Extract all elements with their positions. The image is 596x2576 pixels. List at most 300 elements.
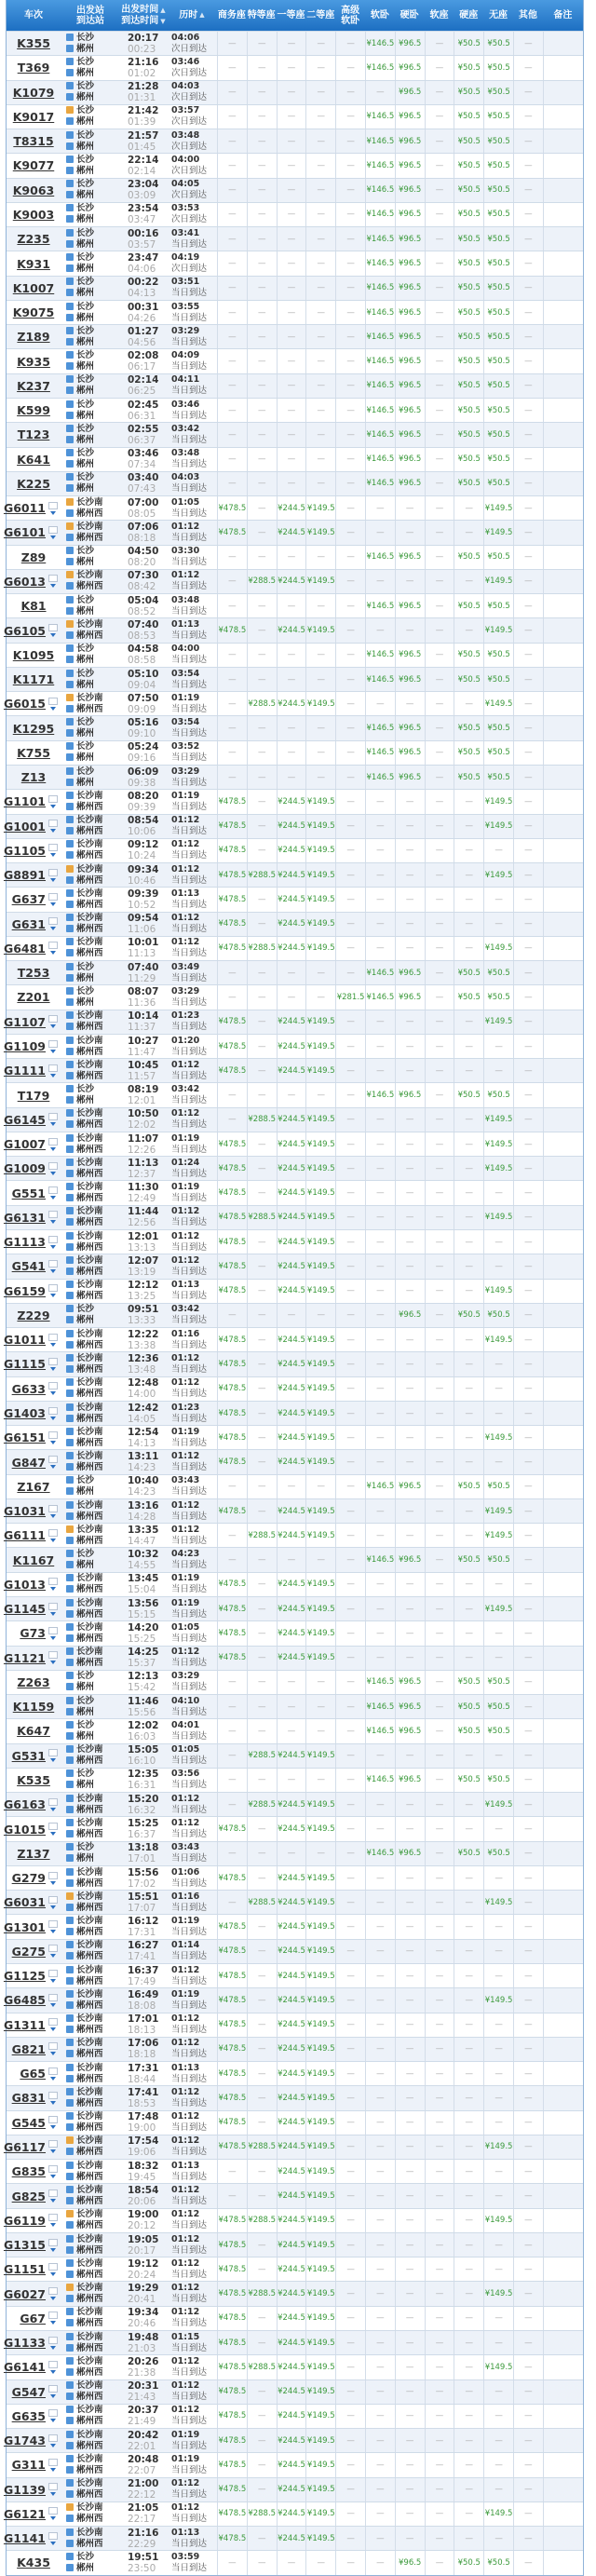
train-number-link[interactable]: G1013	[3, 1577, 46, 1592]
fare-cell[interactable]: ¥149.5	[483, 1988, 513, 2012]
fare-cell[interactable]: ¥50.5	[483, 105, 513, 129]
fare-cell[interactable]: ¥96.5	[395, 741, 425, 765]
fare-cell[interactable]: ¥96.5	[395, 1695, 425, 1718]
fare-cell[interactable]: ¥50.5	[483, 81, 513, 104]
fare-cell[interactable]: ¥281.5	[335, 985, 365, 1009]
fare-cell[interactable]: ¥96.5	[395, 594, 425, 617]
fare-cell[interactable]: ¥478.5	[217, 2257, 247, 2281]
fare-cell[interactable]: ¥149.5	[483, 1132, 513, 1156]
fare-cell[interactable]: ¥244.5	[277, 2038, 306, 2061]
fare-cell[interactable]: ¥50.5	[483, 227, 513, 251]
fare-cell[interactable]: ¥244.5	[277, 1744, 306, 1768]
fare-cell[interactable]: ¥149.5	[305, 913, 335, 936]
fare-cell[interactable]: ¥96.5	[395, 644, 425, 667]
fare-cell[interactable]: ¥146.5	[365, 985, 395, 1009]
train-number-link[interactable]: G65	[20, 2067, 46, 2081]
stops-toggle[interactable]	[48, 1970, 57, 1983]
fare-cell[interactable]: ¥50.5	[483, 129, 513, 153]
fare-cell[interactable]: ¥146.5	[365, 644, 395, 667]
fare-cell[interactable]: ¥50.5	[483, 668, 513, 691]
fare-cell[interactable]: ¥50.5	[454, 374, 483, 398]
stops-toggle[interactable]	[48, 1578, 57, 1591]
fare-cell[interactable]: ¥50.5	[483, 1719, 513, 1742]
fare-cell[interactable]: ¥149.5	[305, 2527, 335, 2550]
fare-cell[interactable]: ¥478.5	[217, 1132, 247, 1156]
fare-cell[interactable]: ¥288.5	[247, 1793, 277, 1816]
fare-cell[interactable]: ¥96.5	[395, 179, 425, 202]
train-number-link[interactable]: G635	[11, 2408, 46, 2423]
fare-cell[interactable]: ¥146.5	[365, 1695, 395, 1718]
fare-cell[interactable]: ¥50.5	[483, 277, 513, 300]
fare-cell[interactable]: ¥149.5	[483, 1524, 513, 1547]
fare-cell[interactable]: ¥478.5	[217, 2380, 247, 2404]
fare-cell[interactable]: ¥478.5	[217, 839, 247, 862]
train-number-link[interactable]: G1111	[3, 1064, 46, 1078]
fare-cell[interactable]: ¥244.5	[277, 1499, 306, 1523]
fare-cell[interactable]: ¥50.5	[454, 349, 483, 373]
fare-cell[interactable]: ¥50.5	[483, 179, 513, 202]
train-number-link[interactable]: G1011	[3, 1333, 46, 1348]
fare-cell[interactable]: ¥50.5	[483, 766, 513, 789]
fare-cell[interactable]: ¥244.5	[277, 1352, 306, 1376]
fare-cell[interactable]: ¥478.5	[217, 1647, 247, 1670]
stops-toggle[interactable]	[48, 1138, 57, 1151]
fare-cell[interactable]: ¥50.5	[454, 546, 483, 569]
fare-cell[interactable]: ¥50.5	[483, 472, 513, 495]
fare-cell[interactable]: ¥244.5	[277, 1157, 306, 1180]
fare-cell[interactable]: ¥149.5	[305, 2038, 335, 2061]
stops-toggle[interactable]	[48, 1994, 57, 2007]
fare-cell[interactable]: ¥96.5	[395, 1083, 425, 1106]
fare-cell[interactable]: ¥244.5	[277, 1793, 306, 1816]
fare-cell[interactable]: ¥149.5	[483, 1108, 513, 1132]
fare-cell[interactable]: ¥244.5	[277, 815, 306, 838]
train-number-link[interactable]: K1159	[12, 1700, 55, 1715]
fare-cell[interactable]: ¥50.5	[454, 1475, 483, 1498]
fare-cell[interactable]: ¥149.5	[483, 2282, 513, 2305]
fare-cell[interactable]: ¥50.5	[483, 251, 513, 275]
fare-cell[interactable]: ¥149.5	[305, 2209, 335, 2232]
stops-toggle[interactable]	[48, 844, 57, 857]
train-number-link[interactable]: G1113	[3, 1235, 46, 1250]
fare-cell[interactable]: ¥244.5	[277, 1206, 306, 1229]
fare-cell[interactable]: ¥50.5	[483, 325, 513, 348]
fare-cell[interactable]: ¥149.5	[305, 1377, 335, 1401]
col-dep-time[interactable]	[121, 5, 165, 16]
fare-cell[interactable]: ¥149.5	[305, 1744, 335, 1768]
stops-toggle[interactable]	[48, 2263, 57, 2276]
stops-toggle[interactable]	[48, 1431, 57, 1444]
fare-cell[interactable]: ¥478.5	[217, 2209, 247, 2232]
fare-cell[interactable]: ¥50.5	[454, 2551, 483, 2574]
fare-cell[interactable]: ¥244.5	[277, 2380, 306, 2404]
train-number-link[interactable]: K225	[17, 476, 50, 491]
fare-cell[interactable]: ¥244.5	[277, 2453, 306, 2476]
fare-cell[interactable]: ¥96.5	[395, 1769, 425, 1792]
fare-cell[interactable]: ¥149.5	[483, 1597, 513, 1620]
fare-cell[interactable]: ¥478.5	[217, 2331, 247, 2354]
train-number-link[interactable]: G6031	[3, 1895, 46, 1910]
fare-cell[interactable]: ¥146.5	[365, 594, 395, 617]
fare-cell[interactable]: ¥96.5	[395, 1548, 425, 1571]
fare-cell[interactable]: ¥50.5	[483, 423, 513, 446]
fare-cell[interactable]: ¥478.5	[217, 2405, 247, 2428]
fare-cell[interactable]: ¥50.5	[483, 1304, 513, 1327]
train-number-link[interactable]: K9017	[12, 109, 55, 124]
train-number-link[interactable]: K755	[17, 745, 50, 760]
fare-cell[interactable]: ¥244.5	[277, 2209, 306, 2232]
stops-toggle[interactable]	[48, 575, 57, 588]
stops-toggle[interactable]	[48, 1040, 57, 1053]
fare-cell[interactable]: ¥244.5	[277, 2429, 306, 2452]
fare-cell[interactable]: ¥149.5	[305, 790, 335, 813]
stops-toggle[interactable]	[48, 624, 57, 637]
fare-cell[interactable]: ¥478.5	[217, 790, 247, 813]
fare-cell[interactable]: ¥149.5	[305, 2135, 335, 2159]
fare-cell[interactable]: ¥244.5	[277, 2502, 306, 2526]
fare-cell[interactable]: ¥244.5	[277, 2160, 306, 2183]
fare-cell[interactable]: ¥149.5	[305, 937, 335, 960]
train-number-link[interactable]: T8315	[13, 134, 54, 149]
fare-cell[interactable]: ¥50.5	[454, 1083, 483, 1106]
train-number-link[interactable]: G279	[11, 1871, 46, 1886]
train-number-link[interactable]: K81	[20, 599, 47, 614]
fare-cell[interactable]: ¥478.5	[217, 863, 247, 887]
train-number-link[interactable]: G847	[11, 1455, 46, 1470]
stops-toggle[interactable]	[48, 1260, 57, 1273]
fare-cell[interactable]: ¥96.5	[395, 32, 425, 55]
fare-cell[interactable]: ¥146.5	[365, 1548, 395, 1571]
fare-cell[interactable]: ¥478.5	[217, 1964, 247, 1987]
train-number-link[interactable]: G545	[11, 2115, 46, 2130]
fare-cell[interactable]: ¥244.5	[277, 888, 306, 911]
train-number-link[interactable]: G6121	[3, 2506, 46, 2521]
fare-cell[interactable]: ¥149.5	[305, 2380, 335, 2404]
fare-cell[interactable]: ¥96.5	[395, 105, 425, 129]
train-number-link[interactable]: G1105	[3, 843, 46, 858]
stops-toggle[interactable]	[48, 1211, 57, 1224]
train-number-link[interactable]: G1133	[3, 2336, 46, 2351]
train-number-link[interactable]: G6119	[3, 2213, 46, 2228]
fare-cell[interactable]: ¥288.5	[247, 2135, 277, 2159]
fare-cell[interactable]: ¥478.5	[217, 1254, 247, 1278]
train-number-link[interactable]: K237	[17, 378, 50, 393]
train-number-link[interactable]: G275	[11, 1944, 46, 1959]
train-number-link[interactable]: G6481	[3, 941, 46, 956]
fare-cell[interactable]: ¥478.5	[217, 1035, 247, 1058]
stops-toggle[interactable]	[48, 942, 57, 955]
fare-cell[interactable]: ¥50.5	[483, 1842, 513, 1865]
fare-cell[interactable]: ¥244.5	[277, 937, 306, 960]
fare-cell[interactable]: ¥146.5	[365, 325, 395, 348]
stops-toggle[interactable]	[48, 1284, 57, 1297]
fare-cell[interactable]: ¥50.5	[483, 1083, 513, 1106]
train-number-link[interactable]: K535	[17, 1772, 50, 1787]
fare-cell[interactable]: ¥149.5	[305, 1132, 335, 1156]
fare-cell[interactable]: ¥244.5	[277, 1573, 306, 1596]
fare-cell[interactable]: ¥149.5	[305, 888, 335, 911]
train-number-link[interactable]: Z235	[17, 232, 50, 247]
fare-cell[interactable]: ¥478.5	[217, 1621, 247, 1645]
fare-cell[interactable]: ¥149.5	[305, 1988, 335, 2012]
fare-cell[interactable]: ¥244.5	[277, 1010, 306, 1034]
stops-toggle[interactable]	[48, 2092, 57, 2105]
fare-cell[interactable]: ¥478.5	[217, 1915, 247, 1938]
fare-cell[interactable]: ¥244.5	[277, 1817, 306, 1840]
fare-cell[interactable]: ¥146.5	[365, 1842, 395, 1865]
stops-toggle[interactable]	[48, 1505, 57, 1518]
fare-cell[interactable]: ¥146.5	[365, 1083, 395, 1106]
train-number-link[interactable]: G6011	[3, 501, 46, 516]
fare-cell[interactable]: ¥146.5	[365, 227, 395, 251]
fare-cell[interactable]: ¥50.5	[454, 56, 483, 79]
train-number-link[interactable]: Z137	[17, 1846, 50, 1861]
fare-cell[interactable]: ¥50.5	[483, 1475, 513, 1498]
fare-cell[interactable]: ¥244.5	[277, 2062, 306, 2085]
fare-cell[interactable]: ¥244.5	[277, 1132, 306, 1156]
train-number-link[interactable]: K9063	[12, 183, 55, 197]
fare-cell[interactable]: ¥146.5	[365, 1671, 395, 1694]
fare-cell[interactable]: ¥244.5	[277, 1059, 306, 1082]
fare-cell[interactable]: ¥244.5	[277, 2013, 306, 2037]
fare-cell[interactable]: ¥149.5	[305, 1793, 335, 1816]
fare-cell[interactable]: ¥478.5	[217, 1402, 247, 1425]
fare-cell[interactable]: ¥149.5	[305, 2405, 335, 2428]
fare-cell[interactable]: ¥478.5	[217, 2135, 247, 2159]
train-number-link[interactable]: G1031	[3, 1504, 46, 1519]
fare-cell[interactable]: ¥149.5	[305, 1402, 335, 1425]
fare-cell[interactable]: ¥149.5	[305, 570, 335, 593]
fare-cell[interactable]: ¥50.5	[454, 741, 483, 765]
fare-cell[interactable]: ¥50.5	[483, 716, 513, 739]
fare-cell[interactable]: ¥244.5	[277, 2331, 306, 2354]
fare-cell[interactable]: ¥478.5	[217, 2355, 247, 2379]
fare-cell[interactable]: ¥244.5	[277, 496, 306, 520]
train-number-link[interactable]: K1167	[12, 1552, 55, 1567]
fare-cell[interactable]: ¥50.5	[454, 325, 483, 348]
fare-cell[interactable]: ¥149.5	[305, 1181, 335, 1204]
fare-cell[interactable]: ¥50.5	[454, 179, 483, 202]
fare-cell[interactable]: ¥146.5	[365, 472, 395, 495]
fare-cell[interactable]: ¥478.5	[217, 937, 247, 960]
fare-cell[interactable]: ¥149.5	[305, 2307, 335, 2330]
stops-toggle[interactable]	[48, 1920, 57, 1933]
train-number-link[interactable]: G631	[11, 916, 46, 931]
fare-cell[interactable]: ¥50.5	[483, 448, 513, 471]
fare-cell[interactable]: ¥478.5	[217, 888, 247, 911]
train-number-link[interactable]: G633	[11, 1381, 46, 1396]
stops-toggle[interactable]	[48, 2337, 57, 2350]
fare-cell[interactable]: ¥96.5	[395, 1671, 425, 1694]
fare-cell[interactable]: ¥149.5	[305, 1573, 335, 1596]
stops-toggle[interactable]	[48, 1945, 57, 1958]
train-number-link[interactable]: G6131	[3, 1210, 46, 1225]
stops-toggle[interactable]	[48, 2214, 57, 2227]
fare-cell[interactable]: ¥478.5	[217, 1280, 247, 1303]
fare-cell[interactable]: ¥149.5	[483, 521, 513, 544]
fare-cell[interactable]: ¥96.5	[395, 1475, 425, 1498]
fare-cell[interactable]: ¥478.5	[217, 1499, 247, 1523]
fare-cell[interactable]: ¥149.5	[483, 2502, 513, 2526]
fare-cell[interactable]: ¥149.5	[305, 2502, 335, 2526]
train-number-link[interactable]: G1107	[3, 1014, 46, 1029]
stops-toggle[interactable]	[48, 502, 57, 515]
train-number-link[interactable]: G73	[20, 1626, 46, 1641]
fare-cell[interactable]: ¥96.5	[395, 349, 425, 373]
train-number-link[interactable]: G825	[11, 2189, 46, 2203]
train-number-link[interactable]: T123	[17, 427, 50, 442]
stops-toggle[interactable]	[48, 1064, 57, 1078]
stops-toggle[interactable]	[48, 1456, 57, 1469]
fare-cell[interactable]: ¥96.5	[395, 985, 425, 1009]
train-number-link[interactable]: Z89	[20, 549, 47, 564]
fare-cell[interactable]: ¥50.5	[454, 668, 483, 691]
fare-cell[interactable]: ¥288.5	[247, 2502, 277, 2526]
fare-cell[interactable]: ¥146.5	[365, 1769, 395, 1792]
fare-cell[interactable]: ¥146.5	[365, 1719, 395, 1742]
fare-cell[interactable]: ¥244.5	[277, 1597, 306, 1620]
fare-cell[interactable]: ¥149.5	[483, 815, 513, 838]
stops-toggle[interactable]	[48, 1823, 57, 1836]
fare-cell[interactable]: ¥50.5	[454, 129, 483, 153]
fare-cell[interactable]: ¥478.5	[217, 2453, 247, 2476]
fare-cell[interactable]: ¥96.5	[395, 227, 425, 251]
fare-cell[interactable]: ¥244.5	[277, 1866, 306, 1890]
fare-cell[interactable]: ¥149.5	[305, 2478, 335, 2501]
fare-cell[interactable]: ¥288.5	[247, 1524, 277, 1547]
fare-cell[interactable]: ¥244.5	[277, 2307, 306, 2330]
fare-cell[interactable]: ¥50.5	[483, 399, 513, 422]
fare-cell[interactable]: ¥149.5	[483, 1426, 513, 1449]
fare-cell[interactable]: ¥50.5	[454, 277, 483, 300]
fare-cell[interactable]: ¥96.5	[395, 2551, 425, 2574]
fare-cell[interactable]: ¥288.5	[247, 1891, 277, 1914]
fare-cell[interactable]: ¥478.5	[217, 1352, 247, 1376]
fare-cell[interactable]: ¥288.5	[247, 937, 277, 960]
fare-cell[interactable]: ¥244.5	[277, 2184, 306, 2207]
fare-cell[interactable]: ¥149.5	[305, 2453, 335, 2476]
fare-cell[interactable]: ¥50.5	[454, 1548, 483, 1571]
fare-cell[interactable]: ¥50.5	[483, 301, 513, 324]
fare-cell[interactable]: ¥146.5	[365, 154, 395, 177]
fare-cell[interactable]: ¥149.5	[305, 1817, 335, 1840]
fare-cell[interactable]: ¥149.5	[483, 790, 513, 813]
col-train[interactable]: 车次	[24, 10, 43, 20]
fare-cell[interactable]: ¥96.5	[395, 81, 425, 104]
fare-cell[interactable]: ¥149.5	[305, 1035, 335, 1058]
train-number-link[interactable]: G6015	[3, 697, 46, 712]
fare-cell[interactable]: ¥149.5	[483, 2209, 513, 2232]
train-number-link[interactable]: G821	[11, 2041, 46, 2056]
fare-cell[interactable]: ¥244.5	[277, 1035, 306, 1058]
stops-toggle[interactable]	[48, 1798, 57, 1811]
fare-cell[interactable]: ¥146.5	[365, 423, 395, 446]
fare-cell[interactable]: ¥149.5	[305, 1206, 335, 1229]
fare-cell[interactable]: ¥96.5	[395, 277, 425, 300]
train-number-link[interactable]: G6111	[3, 1528, 46, 1543]
fare-cell[interactable]: ¥478.5	[217, 1059, 247, 1082]
train-number-link[interactable]: G6141	[3, 2360, 46, 2375]
fare-cell[interactable]: ¥288.5	[247, 1108, 277, 1132]
fare-cell[interactable]: ¥146.5	[365, 448, 395, 471]
fare-cell[interactable]: ¥96.5	[395, 423, 425, 446]
fare-cell[interactable]: ¥478.5	[217, 618, 247, 642]
fare-cell[interactable]: ¥50.5	[454, 154, 483, 177]
stops-toggle[interactable]	[48, 2385, 57, 2398]
fare-cell[interactable]: ¥50.5	[454, 716, 483, 739]
fare-cell[interactable]: ¥244.5	[277, 1181, 306, 1204]
fare-cell[interactable]: ¥50.5	[483, 2551, 513, 2574]
fare-cell[interactable]: ¥149.5	[305, 1915, 335, 1938]
fare-cell[interactable]: ¥149.5	[305, 1108, 335, 1132]
fare-cell[interactable]: ¥50.5	[454, 985, 483, 1009]
train-number-link[interactable]: Z13	[20, 770, 47, 785]
fare-cell[interactable]: ¥149.5	[305, 1328, 335, 1351]
fare-cell[interactable]: ¥50.5	[454, 1842, 483, 1865]
fare-cell[interactable]: ¥478.5	[217, 2038, 247, 2061]
fare-cell[interactable]: ¥244.5	[277, 1328, 306, 1351]
train-number-link[interactable]: K935	[17, 354, 50, 369]
fare-cell[interactable]: ¥50.5	[483, 203, 513, 226]
fare-cell[interactable]: ¥149.5	[305, 2429, 335, 2452]
train-number-link[interactable]: G1125	[3, 1969, 46, 1984]
fare-cell[interactable]: ¥244.5	[277, 1988, 306, 2012]
fare-cell[interactable]: ¥478.5	[217, 1866, 247, 1890]
fare-cell[interactable]: ¥96.5	[395, 301, 425, 324]
stops-toggle[interactable]	[48, 2532, 57, 2545]
fare-cell[interactable]: ¥149.5	[305, 1940, 335, 1963]
fare-cell[interactable]: ¥149.5	[483, 1793, 513, 1816]
stops-toggle[interactable]	[48, 2239, 57, 2252]
fare-cell[interactable]: ¥149.5	[305, 1426, 335, 1449]
fare-cell[interactable]: ¥149.5	[305, 521, 335, 544]
train-number-link[interactable]: G6101	[3, 525, 46, 540]
fare-cell[interactable]: ¥478.5	[217, 1426, 247, 1449]
fare-cell[interactable]: ¥149.5	[483, 1280, 513, 1303]
fare-cell[interactable]: ¥96.5	[395, 1842, 425, 1865]
fare-cell[interactable]: ¥478.5	[217, 913, 247, 936]
stops-toggle[interactable]	[48, 1407, 57, 1420]
fare-cell[interactable]: ¥244.5	[277, 1108, 306, 1132]
fare-cell[interactable]: ¥478.5	[217, 2502, 247, 2526]
fare-cell[interactable]: ¥50.5	[483, 32, 513, 55]
fare-cell[interactable]: ¥50.5	[454, 448, 483, 471]
train-number-link[interactable]: G8891	[3, 868, 46, 883]
stops-toggle[interactable]	[48, 1872, 57, 1885]
fare-cell[interactable]: ¥244.5	[277, 1647, 306, 1670]
stops-toggle[interactable]	[48, 2140, 57, 2153]
train-number-link[interactable]: K9077	[12, 158, 55, 173]
train-number-link[interactable]: K599	[17, 403, 50, 418]
stops-toggle[interactable]	[48, 1382, 57, 1395]
fare-cell[interactable]: ¥149.5	[305, 1157, 335, 1180]
fare-cell[interactable]: ¥96.5	[395, 472, 425, 495]
col-times[interactable]	[120, 0, 167, 31]
train-number-link[interactable]: G311	[11, 2458, 46, 2473]
fare-cell[interactable]: ¥478.5	[217, 2111, 247, 2135]
fare-cell[interactable]: ¥50.5	[454, 399, 483, 422]
fare-cell[interactable]: ¥50.5	[483, 961, 513, 984]
fare-cell[interactable]: ¥149.5	[305, 1524, 335, 1547]
train-number-link[interactable]: G547	[11, 2384, 46, 2399]
fare-cell[interactable]: ¥149.5	[305, 1499, 335, 1523]
fare-cell[interactable]: ¥50.5	[454, 1695, 483, 1718]
fare-cell[interactable]: ¥50.5	[454, 227, 483, 251]
fare-cell[interactable]: ¥96.5	[395, 325, 425, 348]
fare-cell[interactable]: ¥149.5	[483, 1891, 513, 1914]
train-number-link[interactable]: K1295	[12, 721, 55, 736]
stops-toggle[interactable]	[48, 869, 57, 882]
